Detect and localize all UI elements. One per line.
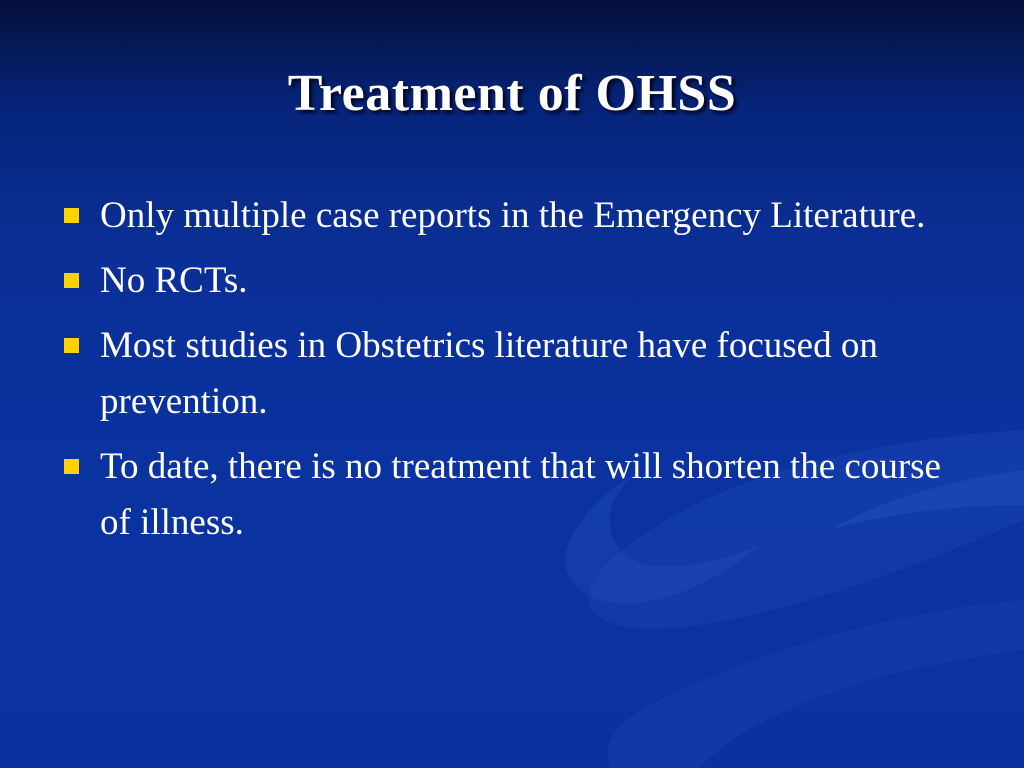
slide-title: Treatment of OHSS	[287, 65, 737, 122]
bullet-text: No RCTs.	[100, 260, 248, 301]
square-bullet-icon	[64, 459, 79, 474]
bullet-text: Only multiple case reports in the Emergency Literature.	[100, 195, 926, 236]
bullet-item	[62, 188, 942, 244]
bullet-item	[62, 318, 942, 430]
square-bullet-icon	[64, 338, 79, 353]
bullet-list	[62, 188, 942, 560]
bullet-item	[62, 253, 942, 309]
bullet-text: To date, there is no treatment that will shorten the course of illness.	[100, 446, 941, 543]
bullet-text: Most studies in Obstetrics literature have focused on prevention.	[100, 325, 878, 422]
square-bullet-icon	[64, 273, 79, 288]
square-bullet-icon	[64, 208, 79, 223]
bullet-item	[62, 439, 942, 551]
